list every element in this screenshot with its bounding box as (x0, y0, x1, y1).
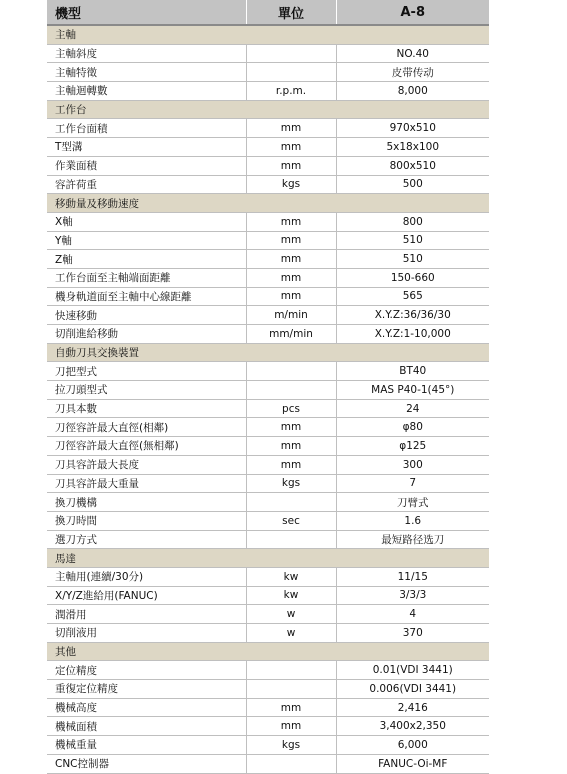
spec-value: 皮带传动 (336, 63, 489, 82)
spec-unit: mm/min (246, 325, 336, 344)
spec-unit (246, 381, 336, 400)
spec-unit: mm (246, 698, 336, 717)
spec-unit: mm (246, 231, 336, 250)
spec-label: 機身軌道面至主軸中心線距離 (47, 287, 246, 306)
table-body (47, 25, 489, 773)
section-row (47, 194, 489, 213)
table-row (47, 306, 489, 325)
table-row (47, 605, 489, 624)
spec-unit (246, 754, 336, 773)
table-row (47, 661, 489, 680)
spec-unit: w (246, 605, 336, 624)
table-row (47, 418, 489, 437)
spec-label: 主軸用(連續/30分) (47, 567, 246, 586)
table-row (47, 119, 489, 138)
table-row (47, 624, 489, 643)
spec-label: 工作台面至主軸端面距離 (47, 268, 246, 287)
table-row (47, 287, 489, 306)
spec-label: Z軸 (47, 250, 246, 269)
header-model: 機型 (47, 0, 246, 25)
spec-value: 1.6 (336, 511, 489, 530)
spec-unit: mm (246, 119, 336, 138)
section-filler (336, 194, 489, 213)
table-row (47, 250, 489, 269)
table-row (47, 736, 489, 755)
table-row (47, 474, 489, 493)
spec-label: CNC控制器 (47, 754, 246, 773)
spec-value: φ80 (336, 418, 489, 437)
spec-unit: kw (246, 567, 336, 586)
spec-value: 500 (336, 175, 489, 194)
spec-value: 7 (336, 474, 489, 493)
spec-value: 4 (336, 605, 489, 624)
spec-label: 機械高度 (47, 698, 246, 717)
spec-value: 800 (336, 212, 489, 231)
spec-label: 主軸斜度 (47, 44, 246, 63)
section-filler (336, 100, 489, 119)
spec-label: 選刀方式 (47, 530, 246, 549)
spec-label: 換刀機構 (47, 493, 246, 512)
spec-unit: mm (246, 138, 336, 157)
spec-value: 11/15 (336, 567, 489, 586)
spec-value: 150-660 (336, 268, 489, 287)
spec-label: T型溝 (47, 138, 246, 157)
spec-value: 最短路径选刀 (336, 530, 489, 549)
spec-value: 970x510 (336, 119, 489, 138)
section-row (47, 642, 489, 661)
table-row (47, 680, 489, 699)
spec-unit: r.p.m. (246, 82, 336, 101)
spec-unit: kw (246, 586, 336, 605)
spec-label: 作業面積 (47, 156, 246, 175)
section-label: 其他 (47, 642, 246, 661)
spec-unit (246, 661, 336, 680)
spec-unit: kgs (246, 474, 336, 493)
spec-unit (246, 530, 336, 549)
spec-unit: mm (246, 212, 336, 231)
spec-unit: mm (246, 156, 336, 175)
section-label: 馬達 (47, 549, 246, 568)
spec-label: 潤滑用 (47, 605, 246, 624)
section-filler (246, 642, 336, 661)
header-unit: 單位 (246, 0, 336, 25)
spec-label: 主軸特徵 (47, 63, 246, 82)
section-row (47, 100, 489, 119)
table-row (47, 511, 489, 530)
spec-label: Y軸 (47, 231, 246, 250)
spec-value: 24 (336, 399, 489, 418)
spec-value: φ125 (336, 437, 489, 456)
spec-value: 800x510 (336, 156, 489, 175)
spec-value: 510 (336, 250, 489, 269)
section-filler (246, 194, 336, 213)
table-header (47, 0, 489, 25)
spec-value: 5x18x100 (336, 138, 489, 157)
spec-value: BT40 (336, 362, 489, 381)
spec-unit (246, 680, 336, 699)
spec-label: 定位精度 (47, 661, 246, 680)
spec-unit: mm (246, 287, 336, 306)
spec-value: X.Y.Z:1-10,000 (336, 325, 489, 344)
section-filler (246, 100, 336, 119)
spec-value: 8,000 (336, 82, 489, 101)
spec-value: 370 (336, 624, 489, 643)
spec-value: 3,400x2,350 (336, 717, 489, 736)
table-row (47, 717, 489, 736)
spec-unit: pcs (246, 399, 336, 418)
table-row (47, 175, 489, 194)
spec-label: X/Y/Z進給用(FANUC) (47, 586, 246, 605)
spec-unit: sec (246, 511, 336, 530)
spec-unit (246, 362, 336, 381)
table-row (47, 567, 489, 586)
spec-unit: w (246, 624, 336, 643)
table-row (47, 212, 489, 231)
section-label: 主軸 (47, 25, 246, 44)
spec-unit: m/min (246, 306, 336, 325)
spec-value: 3/3/3 (336, 586, 489, 605)
table-row (47, 586, 489, 605)
spec-unit: mm (246, 455, 336, 474)
spec-label: 機械面積 (47, 717, 246, 736)
table-row (47, 530, 489, 549)
section-row (47, 343, 489, 362)
spec-unit: kgs (246, 736, 336, 755)
spec-value: 300 (336, 455, 489, 474)
table-row (47, 754, 489, 773)
spec-label: X軸 (47, 212, 246, 231)
spec-value: 565 (336, 287, 489, 306)
spec-label: 切削進給移動 (47, 325, 246, 344)
section-row (47, 549, 489, 568)
section-label: 移動量及移動速度 (47, 194, 246, 213)
spec-unit: kgs (246, 175, 336, 194)
spec-unit: mm (246, 717, 336, 736)
spec-value: 0.01(VDI 3441) (336, 661, 489, 680)
spec-label: 刀把型式 (47, 362, 246, 381)
table-row (47, 82, 489, 101)
table-row (47, 399, 489, 418)
section-row (47, 25, 489, 44)
section-filler (246, 343, 336, 362)
spec-value: X.Y.Z:36/36/30 (336, 306, 489, 325)
spec-label: 快速移動 (47, 306, 246, 325)
table-row (47, 437, 489, 456)
spec-label: 容許荷重 (47, 175, 246, 194)
spec-label: 重復定位精度 (47, 680, 246, 699)
header-row (47, 0, 489, 25)
section-label: 工作台 (47, 100, 246, 119)
table-row (47, 63, 489, 82)
section-filler (246, 549, 336, 568)
spec-unit (246, 44, 336, 63)
table-row (47, 455, 489, 474)
section-filler (336, 25, 489, 44)
table-row (47, 231, 489, 250)
spec-label: 刀徑容許最大直徑(無相鄰) (47, 437, 246, 456)
section-filler (336, 343, 489, 362)
table-row (47, 268, 489, 287)
table-row (47, 493, 489, 512)
spec-unit (246, 63, 336, 82)
section-filler (336, 549, 489, 568)
section-filler (336, 642, 489, 661)
spec-unit: mm (246, 418, 336, 437)
table-row (47, 156, 489, 175)
spec-value: NO.40 (336, 44, 489, 63)
spec-label: 刀具容許最大重量 (47, 474, 246, 493)
spec-label: 切削液用 (47, 624, 246, 643)
spec-unit: mm (246, 437, 336, 456)
spec-unit: mm (246, 250, 336, 269)
table-row (47, 325, 489, 344)
spec-label: 機械重量 (47, 736, 246, 755)
spec-unit (246, 493, 336, 512)
table-row (47, 138, 489, 157)
spec-value: 6,000 (336, 736, 489, 755)
spec-label: 主軸迴轉數 (47, 82, 246, 101)
spec-value: 刀臂式 (336, 493, 489, 512)
spec-value: 0.006(VDI 3441) (336, 680, 489, 699)
section-label: 自動刀具交換裝置 (47, 343, 246, 362)
spec-label: 刀徑容許最大直徑(相鄰) (47, 418, 246, 437)
table-row (47, 44, 489, 63)
spec-unit: mm (246, 268, 336, 287)
spec-value: MAS P40-1(45°) (336, 381, 489, 400)
spec-label: 刀具容許最大長度 (47, 455, 246, 474)
spec-value: 2,416 (336, 698, 489, 717)
table-row (47, 362, 489, 381)
table-row (47, 698, 489, 717)
spec-label: 刀具本數 (47, 399, 246, 418)
spec-value: 510 (336, 231, 489, 250)
spec-table (47, 0, 489, 774)
spec-label: 拉刀頭型式 (47, 381, 246, 400)
section-filler (246, 25, 336, 44)
table-row (47, 381, 489, 400)
spec-label: 工作台面積 (47, 119, 246, 138)
header-model-value: A-8 (336, 0, 489, 25)
spec-label: 換刀時間 (47, 511, 246, 530)
spec-value: FANUC-Oi-MF (336, 754, 489, 773)
